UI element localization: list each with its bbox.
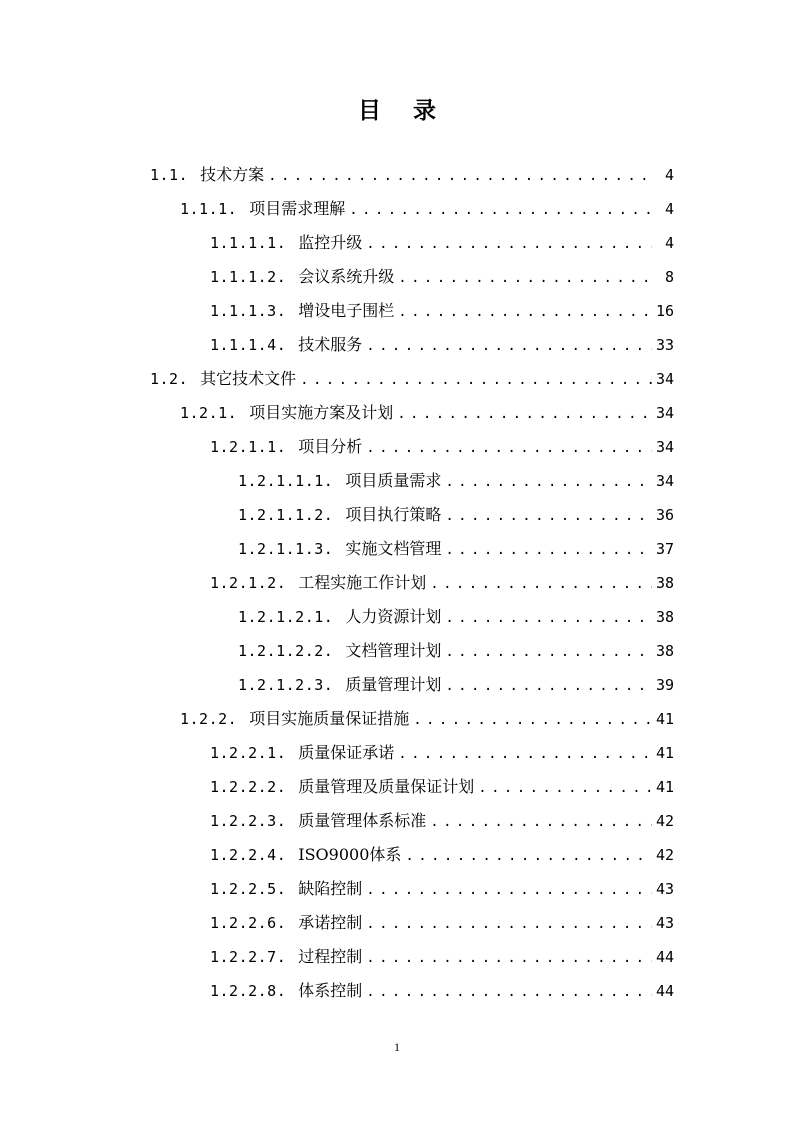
toc-entry[interactable] — [238, 498, 674, 532]
toc-entry-page: 42 — [655, 846, 674, 864]
toc-entry-title: 工程实施工作计划 — [298, 573, 427, 592]
toc-entry-title: 项目执行策略 — [345, 505, 442, 524]
toc-entry[interactable] — [210, 430, 674, 464]
toc-entry-page: 41 — [655, 744, 674, 762]
toc-entry-page: 16 — [655, 302, 674, 320]
toc-entry[interactable] — [210, 770, 674, 804]
toc-dot-leader — [430, 567, 652, 601]
toc-dot-leader — [445, 635, 652, 669]
toc-entry-page: 34 — [655, 404, 674, 422]
toc-entry[interactable] — [210, 294, 674, 328]
toc-entry[interactable] — [180, 396, 674, 430]
toc-entry-number: 1.2.2.7. — [210, 948, 287, 966]
toc-dot-leader — [398, 261, 652, 295]
toc-entry-title: 增设电子围栏 — [298, 301, 395, 320]
toc-dot-leader — [366, 873, 652, 907]
toc-entry-title: 其它技术文件 — [200, 369, 297, 388]
toc-entry-page: 38 — [655, 642, 674, 660]
toc-dot-leader — [366, 431, 652, 465]
toc-entry-page: 43 — [655, 880, 674, 898]
toc-entry[interactable] — [150, 362, 674, 396]
toc-dot-leader — [398, 737, 652, 771]
toc-entry[interactable] — [210, 940, 674, 974]
toc-entry-number: 1.2.2.4. — [210, 846, 287, 864]
toc-entry-title: 项目需求理解 — [249, 199, 346, 218]
toc-entry-number: 1.2.2. — [180, 710, 238, 728]
toc-entry-number: 1.1.1.1. — [210, 234, 287, 252]
toc-entry-number: 1.2.1.2. — [210, 574, 287, 592]
toc-entry-title: 承诺控制 — [298, 913, 363, 932]
toc-entry-title: 项目实施质量保证措施 — [249, 709, 410, 728]
toc-entry-number: 1.2. — [150, 370, 189, 388]
toc-entry-page: 34 — [655, 370, 674, 388]
toc-entry-page: 36 — [655, 506, 674, 524]
toc-entry-title: 体系控制 — [298, 981, 363, 1000]
toc-entry[interactable] — [238, 600, 674, 634]
toc-entry[interactable] — [238, 532, 674, 566]
toc-entry-page: 38 — [655, 608, 674, 626]
toc-entry[interactable] — [210, 736, 674, 770]
toc-entry[interactable] — [238, 464, 674, 498]
toc-entry[interactable] — [210, 804, 674, 838]
toc-dot-leader — [366, 329, 652, 363]
toc-dot-leader — [366, 975, 652, 1009]
toc-entry-number: 1.2.1.2.2. — [238, 642, 334, 660]
toc-dot-leader — [397, 397, 652, 431]
toc-entry-page: 33 — [655, 336, 674, 354]
toc-entry-page: 41 — [655, 710, 674, 728]
toc-dot-leader — [366, 907, 652, 941]
toc-entry-page: 37 — [655, 540, 674, 558]
toc-entry-page: 39 — [655, 676, 674, 694]
page-number: 1 — [394, 1040, 400, 1054]
toc-entry-number: 1.2.2.3. — [210, 812, 287, 830]
toc-entry-title: 会议系统升级 — [298, 267, 395, 286]
toc-entry-title: 质量管理体系标准 — [298, 811, 427, 830]
toc-entry-number: 1.1. — [150, 166, 189, 184]
toc-dot-leader — [413, 703, 652, 737]
toc-entry-title: 质量管理及质量保证计划 — [298, 777, 475, 796]
toc-entry-number: 1.2.2.8. — [210, 982, 287, 1000]
toc-entry-page: 4 — [664, 200, 674, 218]
toc-entry-page: 41 — [655, 778, 674, 796]
toc-entry[interactable] — [180, 192, 674, 226]
toc-entry-title: 实施文档管理 — [345, 539, 442, 558]
toc-entry-number: 1.1.1.4. — [210, 336, 287, 354]
toc-entry[interactable] — [210, 328, 674, 362]
toc-entry[interactable] — [210, 872, 674, 906]
toc-entry[interactable] — [210, 566, 674, 600]
toc-entry-number: 1.2.1.1.3. — [238, 540, 334, 558]
toc-entry-number: 1.1.1.3. — [210, 302, 287, 320]
toc-dot-leader — [445, 669, 652, 703]
toc-entry-title: 项目质量需求 — [345, 471, 442, 490]
toc-entry-title: 质量管理计划 — [345, 675, 442, 694]
toc-dot-leader — [445, 499, 652, 533]
toc-dot-leader — [405, 839, 652, 873]
toc-entry-number: 1.1.1. — [180, 200, 238, 218]
toc-entry-page: 8 — [664, 268, 674, 286]
toc-entry-title: 技术服务 — [298, 335, 363, 354]
toc-dot-leader — [398, 295, 652, 329]
toc-entry-number: 1.2.2.6. — [210, 914, 287, 932]
toc-entry-number: 1.2.2.2. — [210, 778, 287, 796]
toc-dot-leader — [268, 159, 652, 193]
toc-entry-page: 4 — [664, 166, 674, 184]
toc-entry-number: 1.2.1. — [180, 404, 238, 422]
toc-entry[interactable] — [210, 974, 674, 1008]
toc-entry-page: 43 — [655, 914, 674, 932]
toc-dot-leader — [445, 601, 652, 635]
toc-entry[interactable] — [210, 838, 674, 872]
toc-entry-number: 1.2.1.1.2. — [238, 506, 334, 524]
toc-entry-page: 34 — [655, 472, 674, 490]
toc-dot-leader — [349, 193, 652, 227]
toc-dot-leader — [445, 465, 652, 499]
toc-entry-number: 1.2.1.2.1. — [238, 608, 334, 626]
toc-entry-page: 34 — [655, 438, 674, 456]
toc-entry-title: 缺陷控制 — [298, 879, 363, 898]
toc-entry-number: 1.2.1.2.3. — [238, 676, 334, 694]
toc-entry-title: 监控升级 — [298, 233, 363, 252]
toc-entry[interactable] — [210, 226, 674, 260]
toc-dot-leader — [445, 533, 652, 567]
toc-entry-number: 1.2.2.1. — [210, 744, 287, 762]
toc-entry-title: 过程控制 — [298, 947, 363, 966]
toc-dot-leader — [366, 941, 652, 975]
toc-entry-title: 文档管理计划 — [345, 641, 442, 660]
toc-entry[interactable] — [180, 702, 674, 736]
toc-dot-leader — [300, 363, 652, 397]
toc-entry-page: 4 — [664, 234, 674, 252]
toc-entry-number: 1.2.1.1.1. — [238, 472, 334, 490]
toc-dot-leader — [478, 771, 652, 805]
toc-entry-title: ISO9000体系 — [298, 845, 402, 864]
toc-entry-page: 42 — [655, 812, 674, 830]
toc-entry-title: 项目分析 — [298, 437, 363, 456]
toc-entry[interactable] — [210, 906, 674, 940]
toc-entry-title: 项目实施方案及计划 — [249, 403, 394, 422]
page-title: 目 录 — [357, 97, 448, 124]
toc-entry-title: 人力资源计划 — [345, 607, 442, 626]
toc-entry[interactable] — [150, 158, 674, 192]
toc-entry-page: 44 — [655, 982, 674, 1000]
toc-entry-number: 1.1.1.2. — [210, 268, 287, 286]
toc-entry-title: 技术方案 — [200, 165, 265, 184]
toc-entry-page: 38 — [655, 574, 674, 592]
toc-entry[interactable] — [238, 668, 674, 702]
toc-entry[interactable] — [210, 260, 674, 294]
toc-entry[interactable] — [238, 634, 674, 668]
toc-entry-page: 44 — [655, 948, 674, 966]
toc-entry-number: 1.2.2.5. — [210, 880, 287, 898]
toc-entry-number: 1.2.1.1. — [210, 438, 287, 456]
toc-entry-title: 质量保证承诺 — [298, 743, 395, 762]
toc-dot-leader — [366, 227, 652, 261]
toc-dot-leader — [430, 805, 652, 839]
